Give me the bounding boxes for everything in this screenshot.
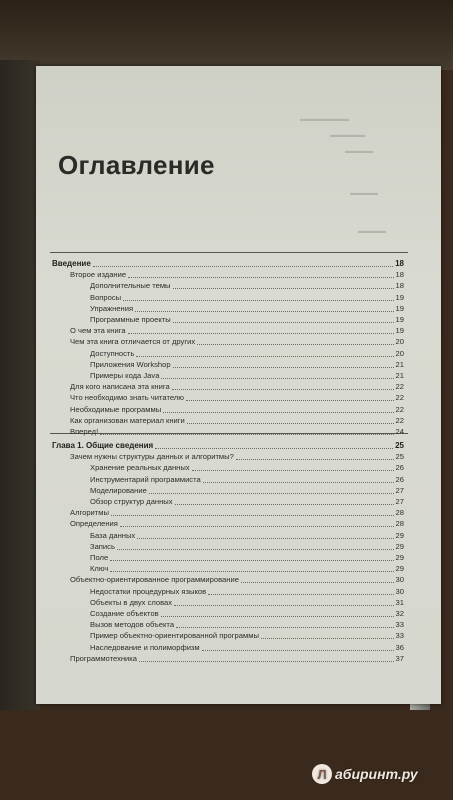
toc-entry-page: 19: [395, 315, 404, 324]
toc-entry: [70, 426, 404, 437]
toc-entry-page: 29: [395, 553, 404, 562]
toc-entry: [90, 314, 404, 325]
toc-entry-label: Программные проекты: [90, 315, 171, 324]
toc-entry: [90, 348, 404, 359]
toc-entry-label: Хранение реальных данных: [90, 463, 190, 473]
dot-leader: [187, 423, 394, 424]
toc-entry: [52, 440, 404, 451]
toc-entry-label: Пример объектно-ориентированной программы: [90, 631, 259, 641]
dot-leader: [93, 266, 393, 267]
toc-entry-label: Определения: [70, 519, 118, 529]
toc-entry-label: Вперед!: [70, 427, 99, 436]
toc-entry-label: Что необходимо знать читателю: [70, 393, 184, 403]
toc-entry: [90, 586, 404, 597]
toc-entry-label: Вызов методов объекта: [90, 620, 175, 630]
dot-leader: [128, 277, 393, 278]
toc-entry-page: 28: [395, 519, 404, 529]
toc-entry-label: Программотехника: [70, 653, 138, 663]
toc-entry: [90, 552, 404, 563]
toc-entry-page: 19: [395, 303, 404, 313]
toc-entry: [70, 392, 404, 403]
toc-entry-page: 37: [395, 653, 404, 663]
toc-entry-label: Инструментарий программиста: [90, 474, 201, 484]
dot-leader: [197, 344, 393, 345]
toc-entry-page: 29: [395, 530, 404, 540]
toc-entry: [70, 269, 404, 280]
toc-entry-page: 18: [395, 259, 404, 268]
dot-leader: [173, 322, 394, 323]
toc-entry-page: 27: [395, 497, 404, 506]
toc-entry: [90, 485, 404, 496]
toc-entry: [90, 280, 404, 291]
dot-leader: [123, 300, 393, 301]
dot-leader: [128, 333, 394, 334]
toc-entry-label: Глава 1. Общие сведения: [52, 441, 154, 450]
dot-leader: [100, 434, 393, 435]
toc-entry-page: 29: [395, 541, 404, 551]
background-top: [0, 0, 453, 70]
toc-entry-label: Для кого написана эта книга: [70, 382, 170, 392]
dot-leader: [117, 549, 394, 550]
dot-leader: [161, 378, 393, 379]
toc-entry: [90, 370, 404, 381]
toc-entry-label: Дополнительные темы: [90, 281, 171, 291]
toc-entry-label: Чем эта книга отличается от других: [70, 337, 196, 347]
toc-entry-page: 26: [395, 474, 404, 484]
toc-entry-label: Доступность: [90, 348, 135, 358]
toc-entry-label: Объекты в двух словах: [90, 597, 173, 607]
dot-leader: [241, 582, 394, 583]
dot-leader: [173, 288, 394, 289]
dot-leader: [110, 560, 393, 561]
toc-entry: [70, 653, 404, 664]
toc-entry-label: Моделирование: [90, 485, 147, 495]
toc-entry: [90, 530, 404, 541]
dot-leader: [137, 538, 393, 539]
dot-leader: [163, 412, 393, 413]
toc-entry-label: Упражнения: [90, 303, 134, 313]
toc-entry-page: 30: [395, 586, 404, 596]
toc-entry-label: База данных: [90, 530, 136, 540]
dot-leader: [176, 627, 394, 628]
toc-entry: [90, 608, 404, 619]
toc-entry-page: 21: [395, 359, 404, 369]
toc-entry-label: Приложения Workshop: [90, 359, 171, 369]
toc-entry: [90, 292, 404, 303]
watermark-text: абиринт.ру: [335, 766, 418, 782]
toc-entry: [90, 359, 404, 370]
dot-leader: [120, 526, 394, 527]
toc-entry-page: 25: [395, 452, 404, 462]
toc-entry-label: Алгоритмы: [70, 508, 109, 518]
toc-entry-label: Второе издание: [70, 270, 127, 280]
toc-entry: [70, 381, 404, 392]
toc-entry-label: Объектно-ориентированное программирование: [70, 575, 239, 585]
toc-entry-page: 19: [395, 292, 404, 302]
toc-entry: [70, 325, 404, 336]
section-rule: [50, 252, 408, 253]
toc-entry-page: 26: [395, 463, 404, 473]
dot-leader: [208, 594, 393, 595]
toc-entry-page: 31: [395, 597, 404, 607]
toc-entry-page: 22: [395, 393, 404, 403]
dot-leader: [111, 515, 394, 516]
background-left: [0, 60, 40, 710]
toc-entry-page: 22: [395, 382, 404, 392]
toc-entry-label: Поле: [90, 553, 109, 562]
toc-entry-label: Ключ: [90, 564, 109, 574]
toc-entry-page: 28: [395, 508, 404, 518]
dot-leader: [261, 638, 394, 639]
toc-entry-page: 29: [395, 564, 404, 574]
dot-leader: [174, 605, 393, 606]
dot-leader: [202, 650, 394, 651]
toc-entry-label: Как организован материал книги: [70, 415, 185, 425]
toc-entry-page: 21: [395, 371, 404, 380]
toc-entry: [90, 462, 404, 473]
dot-leader: [236, 459, 394, 460]
watermark-logo-icon: Л: [312, 764, 332, 784]
toc-entry: [70, 574, 404, 585]
toc-entry-label: Обзор структур данных: [90, 497, 173, 506]
dot-leader: [136, 356, 393, 357]
toc-entry-page: 27: [395, 485, 404, 495]
toc-entry-label: Недостатки процедурных языков: [90, 586, 207, 596]
bleed-through-text: ▬▬▬▬▬▬▬: [300, 116, 349, 123]
dot-leader: [110, 571, 393, 572]
toc-entry-page: 32: [395, 609, 404, 618]
toc-entry-page: 22: [395, 404, 404, 414]
toc-entry-page: 19: [395, 326, 404, 336]
bleed-through-text: ▬▬▬▬: [350, 190, 378, 197]
page-title: Оглавление: [58, 150, 215, 180]
toc-entry-page: 33: [395, 620, 404, 630]
dot-leader: [186, 400, 394, 401]
toc-entry: [90, 496, 404, 507]
watermark: [312, 764, 418, 784]
toc-entry: [70, 451, 404, 462]
toc-entry-page: 18: [395, 281, 404, 291]
toc-entry-label: Примеры кода Java: [90, 371, 160, 380]
bleed-through-text: ▬▬▬▬: [345, 148, 373, 155]
toc-entry-label: Введение: [52, 259, 91, 268]
dot-leader: [155, 448, 393, 449]
toc-entry: [90, 303, 404, 314]
toc-entry-page: 20: [395, 337, 404, 347]
toc-entry-label: Наследование и полиморфизм: [90, 642, 200, 652]
toc-entry-page: 25: [395, 441, 404, 450]
toc-entry: [70, 404, 404, 415]
toc-entry: [90, 630, 404, 641]
toc-entry: [90, 563, 404, 574]
toc-entry-page: 36: [395, 642, 404, 652]
toc-entry-page: 30: [395, 575, 404, 585]
bleed-through-text: ▬▬▬▬▬: [330, 132, 365, 139]
toc-entry: [70, 518, 404, 529]
dot-leader: [149, 493, 394, 494]
toc-entry: [90, 541, 404, 552]
toc-entry-label: О чем эта книга: [70, 326, 126, 336]
toc-entry-page: 33: [395, 631, 404, 641]
toc-entry-label: Вопросы: [90, 292, 122, 302]
dot-leader: [172, 389, 394, 390]
dot-leader: [173, 367, 394, 368]
toc-entry-page: 20: [395, 348, 404, 358]
toc-entry-label: Запись: [90, 541, 115, 551]
dot-leader: [135, 311, 393, 312]
toc-entry-page: 18: [395, 270, 404, 280]
toc-entry: [90, 474, 404, 485]
toc-entry-page: 22: [395, 415, 404, 425]
dot-leader: [192, 470, 394, 471]
toc-entry: [70, 507, 404, 518]
bleed-through-text: ▬▬▬▬: [358, 228, 386, 235]
toc-entry: [70, 415, 404, 426]
toc-entry: [90, 642, 404, 653]
dot-leader: [139, 661, 394, 662]
toc-entry-label: Зачем нужны структуры данных и алгоритмы?: [70, 452, 234, 462]
toc-entry: [70, 336, 404, 347]
toc-entry: [52, 258, 404, 269]
toc-entry-label: Необходимые программы: [70, 404, 162, 414]
dot-leader: [203, 482, 394, 483]
toc-entry: [90, 619, 404, 630]
toc-entry: [90, 597, 404, 608]
toc-entry-label: Создание объектов: [90, 609, 159, 618]
dot-leader: [175, 504, 394, 505]
dot-leader: [161, 616, 394, 617]
toc-entry-page: 24: [395, 427, 404, 436]
